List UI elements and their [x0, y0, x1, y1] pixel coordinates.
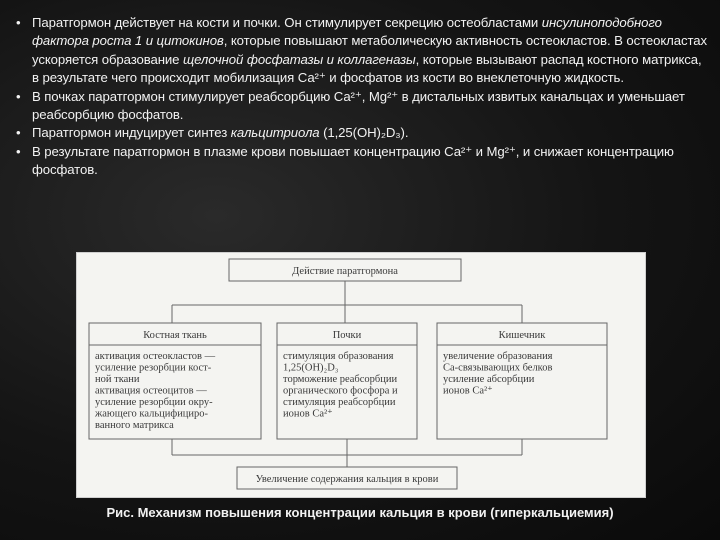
- figure-caption: Рис. Механизм повышения концентрации кальция в крови (гиперкальциемия): [106, 505, 614, 520]
- diagram-line: ной ткани: [95, 374, 140, 385]
- diagram-line: Са-связывающих белков: [443, 362, 553, 374]
- italic-term: инсулиноподобного фактора роста 1 и цитокинов: [32, 15, 662, 49]
- italic-term: кальцитриола: [230, 125, 320, 141]
- diagram-line: усиление резорбции кост-: [95, 362, 212, 374]
- diagram-bottom-label: Увеличение содержания кальция в крови: [255, 474, 439, 485]
- diagram-line: усиление резорбции окру-: [95, 397, 213, 408]
- bullet-item: [10, 88, 710, 125]
- text-run: Паратгормон индуцирует синтез: [32, 125, 231, 141]
- text-run: Паратгормон действует на кости и почки. Он стимулирует секрецию остеобластами: [32, 15, 542, 30]
- col-title-kidney: Почки: [332, 330, 362, 341]
- bullet-list: [10, 14, 710, 180]
- diagram-line: активация остеоцитов —: [95, 385, 207, 397]
- diagram-line: стимуляция образования: [283, 351, 394, 362]
- text-run: (1,25(OH)₂D₃).: [319, 125, 409, 141]
- diagram-line: усиление абсорбции: [443, 374, 535, 385]
- diagram-figure: [76, 252, 646, 498]
- diagram-line: 1,25(OH)₂D₃: [283, 362, 339, 374]
- diagram-svg: [77, 253, 645, 497]
- diagram-top-label: Действие паратгормона: [292, 266, 398, 277]
- text-run: В результате паратгормон в плазме крови повышает концентрацию Са²⁺ и Mg²⁺, и снижает концентрацию фосфатов.: [32, 143, 674, 178]
- bullet-dot: •: [16, 88, 21, 104]
- bullet-item: [10, 143, 710, 180]
- diagram-line: активация остеокластов —: [95, 351, 216, 362]
- col-content-intestine: [443, 351, 553, 397]
- diagram-line: жающего кальцифициро-: [95, 408, 209, 420]
- col-title-bone: Костная ткань: [143, 330, 207, 341]
- diagram-line: ионов Ca²⁺: [283, 408, 333, 420]
- bullet-dot: •: [16, 15, 21, 30]
- text-run: , которые вызывают распад костного матрикса, в результате чего происходит мобилизация Са²⁺ и фосфатов из кости во внеклеточную жидкость.: [32, 51, 702, 86]
- text-run: В почках паратгормон стимулирует реабсорбцию Са²⁺, Mg²⁺ в дистальных извитых канальцах и уменьшает реабсорбцию фосфатов.: [32, 88, 685, 123]
- col-content-bone: [94, 351, 216, 431]
- diagram-line: ванного матрикса: [95, 420, 174, 431]
- diagram-line: стимуляция реабсорбции: [283, 397, 396, 408]
- diagram-line: увеличение образования: [443, 351, 553, 362]
- bullet-dot: •: [16, 143, 21, 159]
- bullet-dot: •: [16, 125, 21, 141]
- bullet-item: [10, 124, 710, 142]
- text-run: , которые повышают метаболическую активность остеокластов. В остеокластах ускоряется образование: [32, 33, 707, 67]
- col-title-intestine: Кишечник: [498, 330, 546, 341]
- diagram-line: ионов Ca²⁺: [443, 385, 493, 397]
- diagram-line: торможение реабсорбции: [283, 374, 398, 385]
- bullet-item: [10, 14, 710, 88]
- diagram-line: органического фосфора и: [283, 385, 398, 397]
- italic-term: щелочной фосфатазы и коллагеназы: [183, 51, 416, 67]
- col-content-kidney: [283, 351, 398, 420]
